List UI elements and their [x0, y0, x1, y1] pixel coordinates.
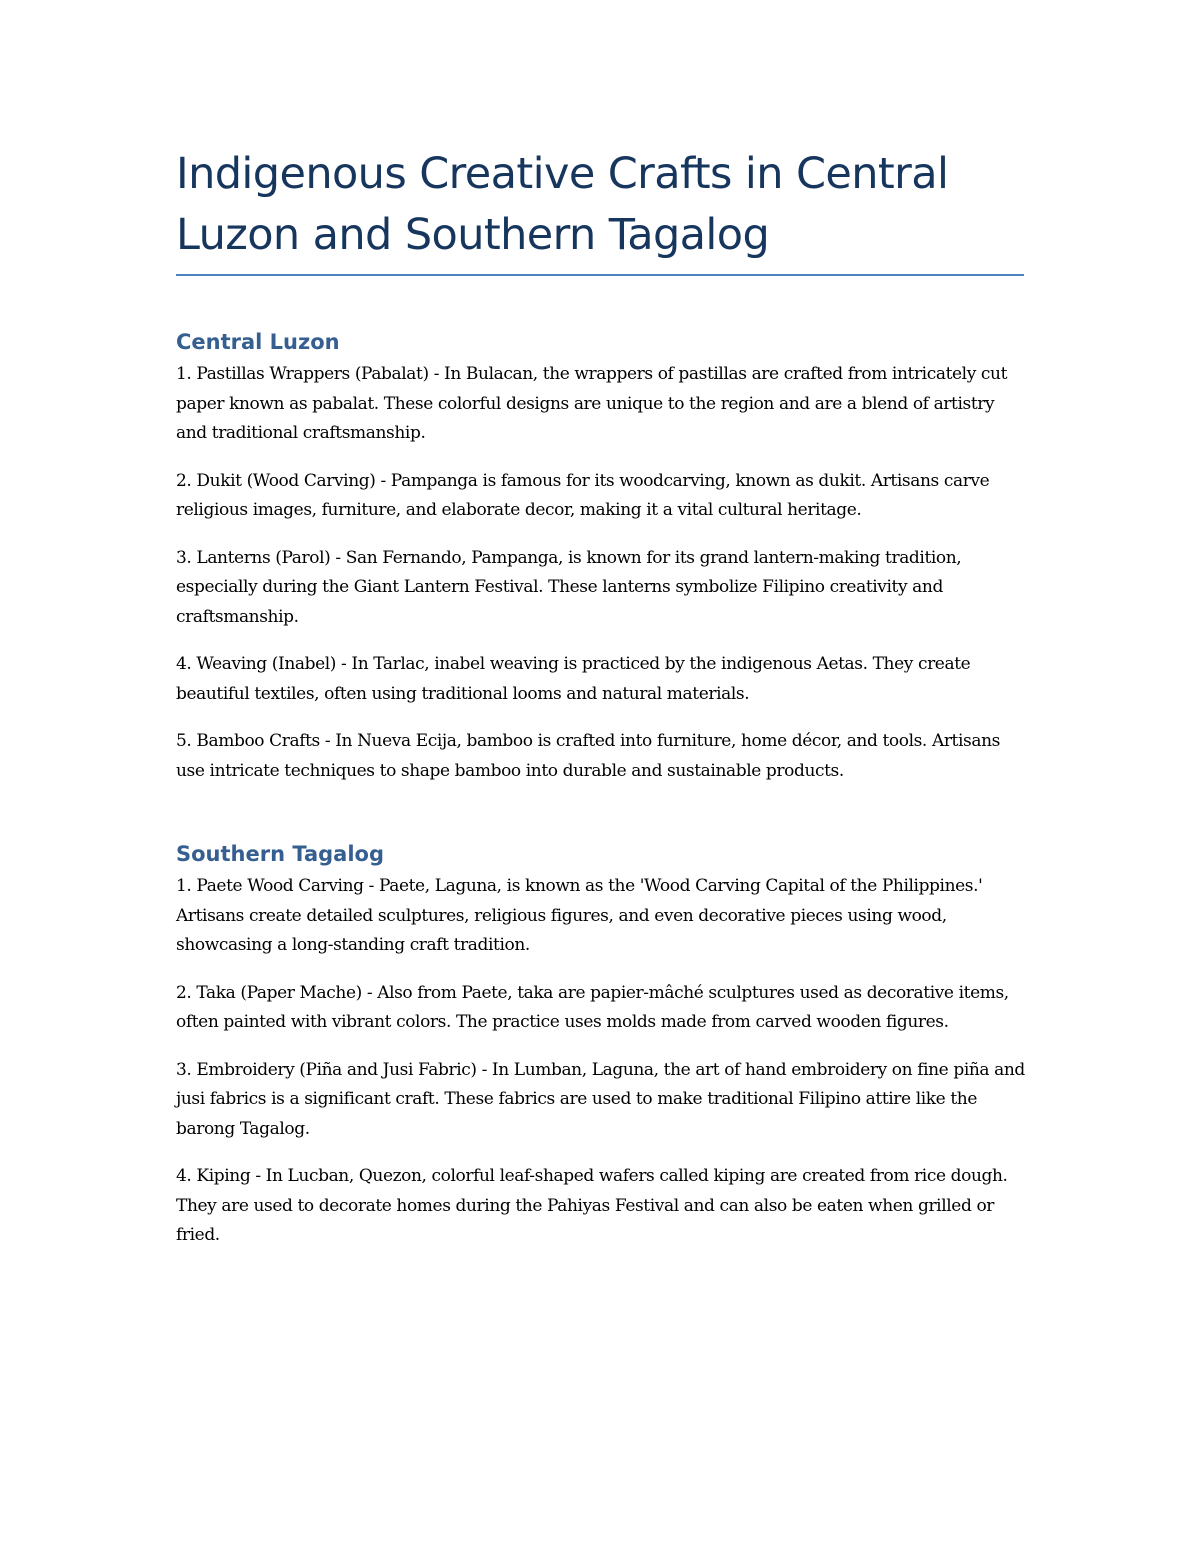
section-heading-southern-tagalog: Southern Tagalog [176, 842, 385, 866]
list-item: 5. Bamboo Crafts - In Nueva Ecija, bamboo is crafted into furniture, home décor, and tools. Artisans use intricate techniques to shape bamboo into durable and sustainable products. [176, 731, 1000, 781]
list-item: 1. Paete Wood Carving - Paete, Laguna, is known as the 'Wood Carving Capital of the Philippines.' Artisans create detailed sculptures, religious figures, and even decorative pieces using wood, showcasing a long-standing craft tradition. [176, 876, 983, 955]
document-title: Indigenous Creative Crafts in Central Luzon and Southern Tagalog [176, 149, 949, 260]
list-item: 2. Taka (Paper Mache) - Also from Paete, taka are papier-mâché sculptures used as decorative items, often painted with vibrant colors. The practice uses molds made from carved wooden figures. [176, 982, 1009, 1032]
list-item: 4. Weaving (Inabel) - In Tarlac, inabel weaving is practiced by the indigenous Aetas. They create beautiful textiles, often using traditional looms and natural materials. [176, 654, 971, 704]
list-item: 3. Lanterns (Parol) - San Fernando, Pampanga, is known for its grand lantern-making tradition, especially during the Giant Lantern Festival. These lanterns symbolize Filipino creativity and craftsmanship. [176, 547, 962, 627]
title-underline [176, 274, 1024, 276]
list-item: 2. Dukit (Wood Carving) - Pampanga is famous for its woodcarving, known as dukit. Artisans carve religious images, furniture, and elaborate decor, making it a vital cultural heritage. [176, 470, 990, 520]
document-page [176, 144, 1026, 1251]
list-item: 1. Pastillas Wrappers (Pabalat) - In Bulacan, the wrappers of pastillas are crafted from intricately cut paper known as pabalat. These colorful designs are unique to the region and are a blend of artistry and traditional craftsmanship. [176, 364, 1008, 443]
list-item: 4. Kiping - In Lucban, Quezon, colorful leaf-shaped wafers called kiping are created from rice dough. They are used to decorate homes during the Pahiyas Festival and can also be eaten when grilled or fried. [176, 1166, 1008, 1245]
list-item: 3. Embroidery (Piña and Jusi Fabric) - In Lumban, Laguna, the art of hand embroidery on fine piña and jusi fabrics is a significant craft. These fabrics are used to make traditional Filipino attire like the barong Tagalog. [176, 1059, 1025, 1139]
section-heading-central-luzon: Central Luzon [176, 330, 340, 354]
